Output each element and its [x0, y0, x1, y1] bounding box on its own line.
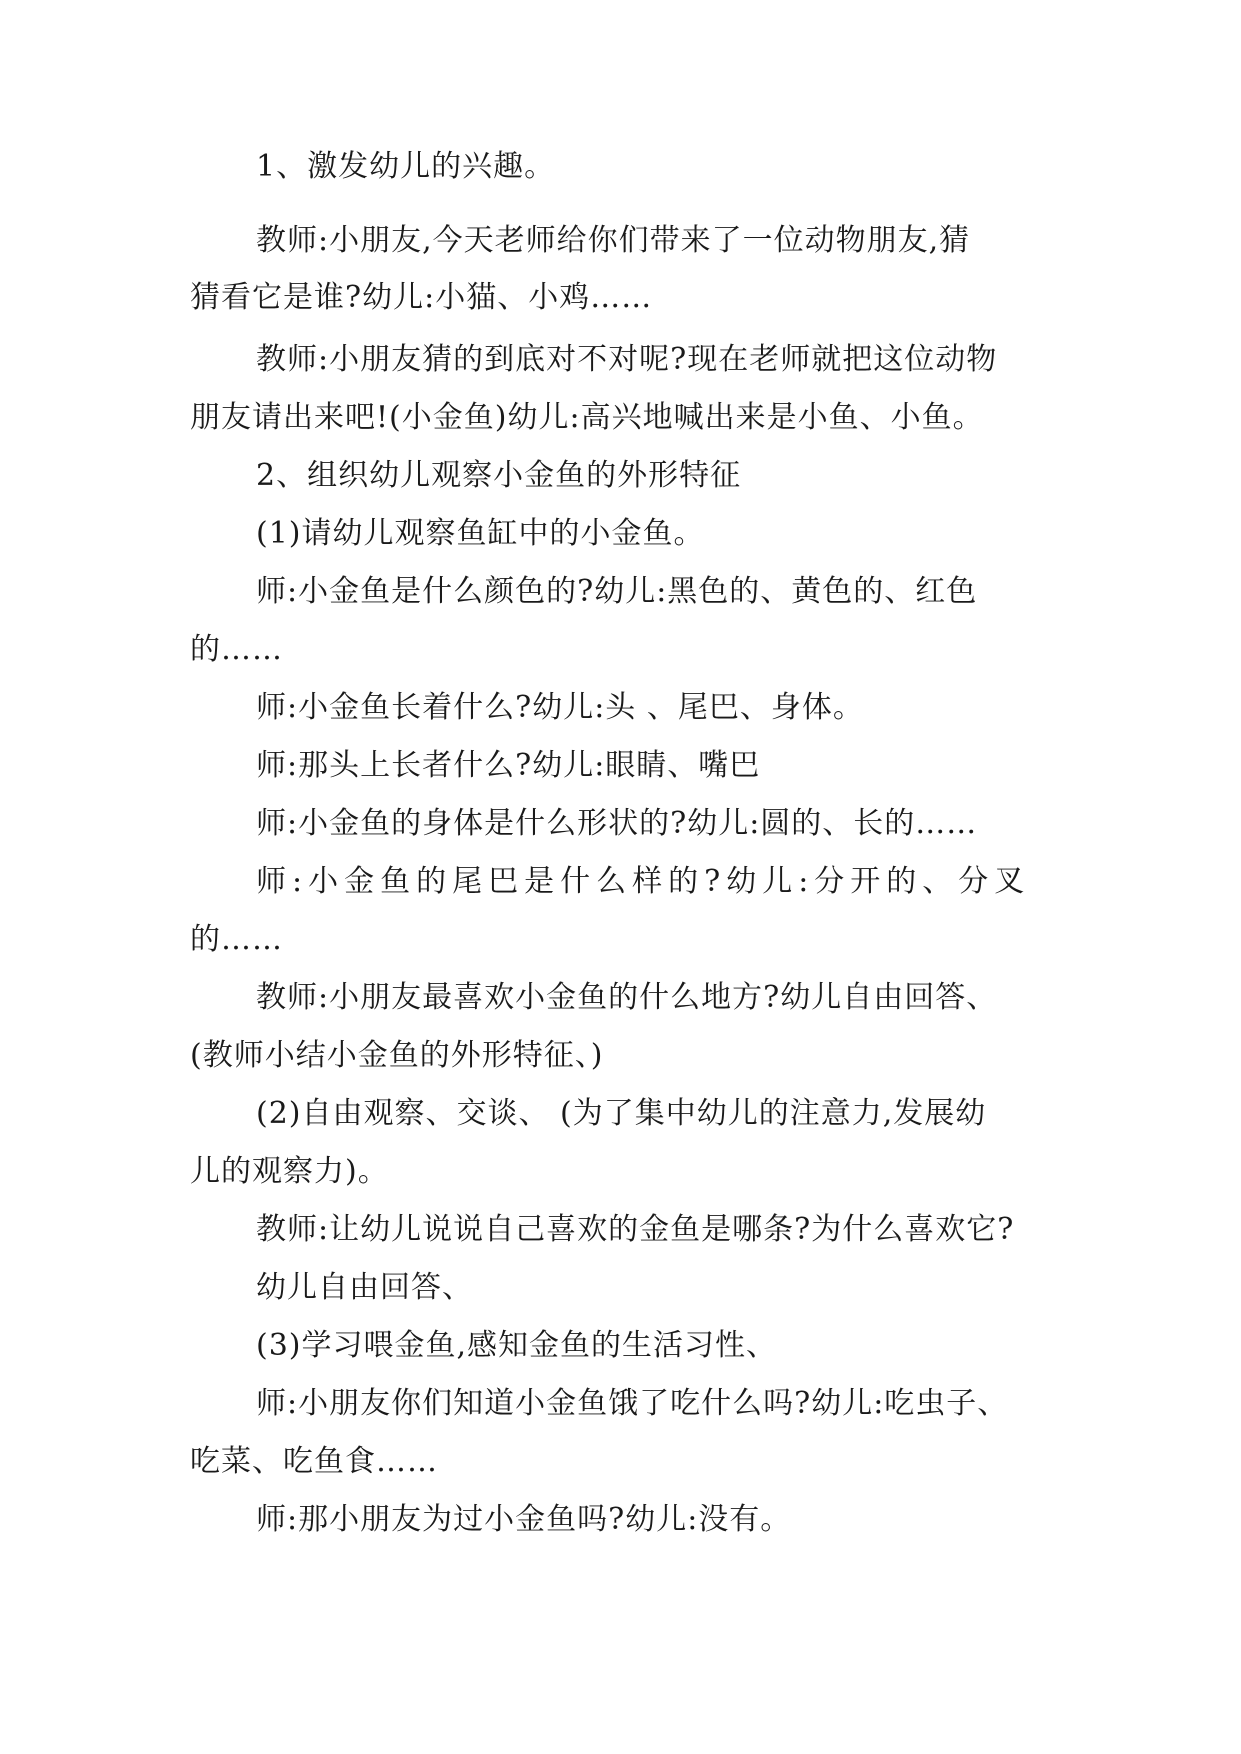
text-line: 师:小金鱼的尾巴是什么样的?幼儿:分开的、分叉 [256, 864, 1031, 899]
text-line: 师:那小朋友为过小金鱼吗?幼儿:没有。 [256, 1502, 792, 1537]
text-line: 师:小金鱼长着什么?幼儿:头 、尾巴、身体。 [256, 690, 864, 725]
text-line: 2、组织幼儿观察小金鱼的外形特征 [256, 458, 742, 493]
text-line: 朋友请出来吧!(小金鱼)幼儿:高兴地喊出来是小鱼、小鱼。 [190, 400, 984, 435]
text-line: 的…… [190, 922, 283, 957]
text-line: 教师:小朋友猜的到底对不对呢?现在老师就把这位动物 [256, 342, 998, 377]
text-line: (教师小结小金鱼的外形特征、) [190, 1038, 604, 1073]
text-line: 儿的观察力)。 [190, 1154, 389, 1189]
text-line: 1、激发幼儿的兴趣。 [256, 149, 556, 184]
text-line: 教师:小朋友,今天老师给你们带来了一位动物朋友,猜 [256, 223, 971, 258]
text-line: 幼儿自由回答、 [256, 1270, 473, 1305]
text-line: 猜看它是谁?幼儿:小猫、小鸡…… [190, 280, 653, 315]
text-line: 师:小金鱼的身体是什么形状的?幼儿:圆的、长的…… [256, 806, 978, 841]
text-line: 师:小朋友你们知道小金鱼饿了吃什么吗?幼儿:吃虫子、 [256, 1386, 1009, 1421]
text-line: 教师:小朋友最喜欢小金鱼的什么地方?幼儿自由回答、 [256, 980, 998, 1015]
text-line: (1)请幼儿观察鱼缸中的小金鱼。 [256, 516, 705, 551]
text-line: 教师:让幼儿说说自己喜欢的金鱼是哪条?为什么喜欢它? [256, 1212, 1015, 1247]
text-line: 师:小金鱼是什么颜色的?幼儿:黑色的、黄色的、红色 [256, 574, 978, 609]
text-line: 的…… [190, 632, 283, 667]
text-line: (2)自由观察、交谈、 (为了集中幼儿的注意力,发展幼 [256, 1096, 987, 1131]
text-line: 吃菜、吃鱼食…… [190, 1444, 438, 1479]
text-line: (3)学习喂金鱼,感知金鱼的生活习性、 [256, 1328, 778, 1363]
text-line: 师:那头上长者什么?幼儿:眼睛、嘴巴 [256, 748, 761, 783]
